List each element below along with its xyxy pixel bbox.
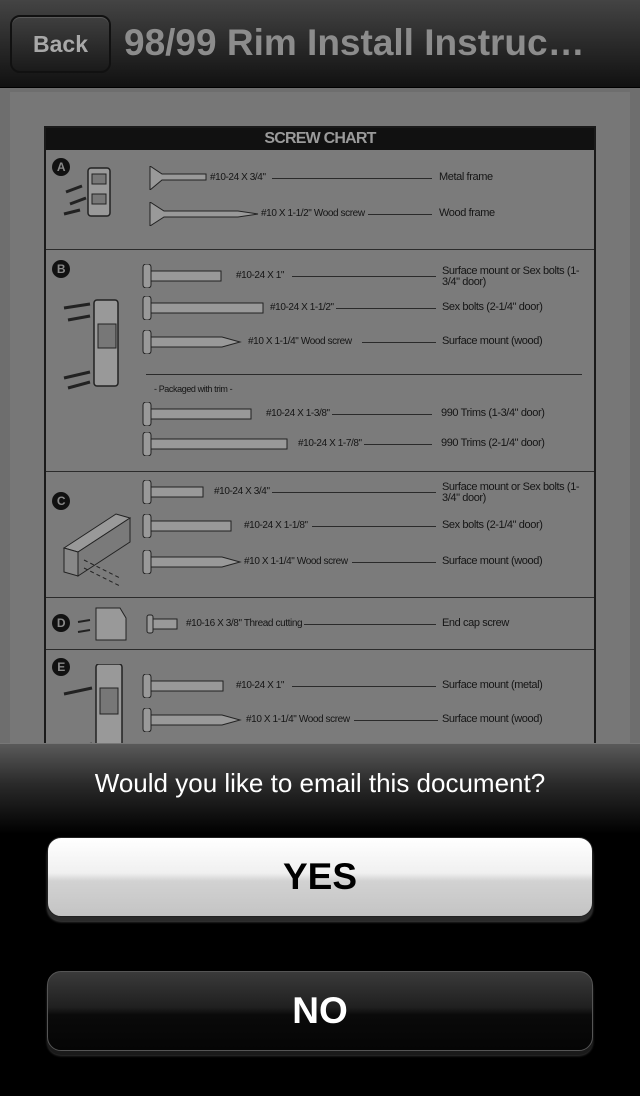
screw-size-label: #10-24 X 3/4" <box>210 172 266 183</box>
screw-use-label: Surface mount (wood) <box>442 713 543 725</box>
action-sheet-title: Would you like to email this document? <box>94 768 546 798</box>
screw-use-label: Surface mount (wood) <box>442 555 543 567</box>
document-page <box>10 92 630 744</box>
screw-use-label: Surface mount (metal) <box>442 679 543 691</box>
screw-row <box>46 264 594 290</box>
screw-use-label: Wood frame <box>439 207 495 219</box>
screw-size-label: #10 X 1-1/4" Wood screw <box>248 336 352 347</box>
screw-chart <box>44 126 596 744</box>
screw-size-label: #10-24 X 1" <box>236 680 285 691</box>
screw-row <box>46 674 594 700</box>
screw-size-label: #10-16 X 3/8" Thread cutting <box>186 618 303 629</box>
leader-line <box>336 308 436 309</box>
screw-row <box>46 550 594 576</box>
leader-line <box>292 686 436 687</box>
screw-use-label: 990 Trims (2-1/4" door) <box>441 437 545 449</box>
packaged-with-trim-note: - Packaged with trim - <box>154 384 233 394</box>
screw-size-label: #10-24 X 1" <box>236 270 285 281</box>
leader-line <box>368 214 432 215</box>
screw-row <box>46 480 594 506</box>
section-c <box>46 472 594 598</box>
screw-size-label: #10 X 1-1/2" Wood screw <box>261 208 365 219</box>
screw-size-label: #10-24 X 1-1/8" <box>244 520 308 531</box>
section-letter: E <box>52 658 70 676</box>
thread-cutting-screw-icon <box>146 612 180 636</box>
back-button[interactable]: Back <box>10 15 111 73</box>
wood-screw-icon <box>142 550 242 574</box>
section-divider <box>146 374 582 375</box>
screw-row <box>46 296 594 322</box>
screw-row <box>46 202 594 228</box>
screw-row <box>46 432 594 458</box>
leader-line <box>354 720 438 721</box>
screw-size-label: #10 X 1-1/4" Wood screw <box>244 556 348 567</box>
leader-line <box>292 276 436 277</box>
screw-size-label: #10-24 X 3/4" <box>214 486 270 497</box>
leader-line <box>312 526 436 527</box>
screw-use-label: Sex bolts (2-1/4" door) <box>442 301 543 313</box>
screw-use-label: 990 Trims (1-3/4" door) <box>441 407 545 419</box>
leader-line <box>272 492 436 493</box>
screw-row <box>46 166 594 192</box>
section-letter: C <box>52 492 70 510</box>
wood-screw-icon <box>142 330 242 354</box>
wood-screw-icon <box>142 708 242 732</box>
screw-use-label: Surface mount or Sex bolts (1-3/4" door) <box>442 481 580 504</box>
section-e <box>46 650 594 744</box>
screw-size-label: #10-24 X 1-7/8" <box>298 438 362 449</box>
section-letter: A <box>52 158 70 176</box>
navigation-bar <box>0 0 640 88</box>
leader-line <box>272 178 432 179</box>
machine-screw-icon <box>142 432 290 456</box>
leader-line <box>364 444 432 445</box>
screw-row <box>46 708 594 734</box>
screw-use-label: End cap screw <box>442 617 509 629</box>
leader-line <box>352 562 436 563</box>
screw-use-label: Sex bolts (2-1/4" door) <box>442 519 543 531</box>
screw-use-label: Surface mount (wood) <box>442 335 543 347</box>
machine-screw-icon <box>142 514 234 538</box>
machine-screw-icon <box>142 264 224 288</box>
section-b <box>46 250 594 472</box>
machine-screw-icon <box>142 402 254 426</box>
screw-use-label: Surface mount or Sex bolts (1-3/4" door) <box>442 265 580 288</box>
leader-line <box>304 624 436 625</box>
screw-chart-title: SCREW CHART <box>46 128 594 150</box>
screw-row <box>46 514 594 540</box>
page-title: 98/99 Rim Install Instruc… <box>124 22 585 63</box>
machine-screw-icon <box>142 296 266 320</box>
screw-row <box>46 612 594 638</box>
section-letter: B <box>52 260 70 278</box>
machine-screw-icon <box>142 480 206 504</box>
section-d <box>46 598 594 650</box>
screw-size-label: #10-24 X 1-1/2" <box>270 302 334 313</box>
no-button[interactable]: NO <box>47 971 593 1051</box>
screw-size-label: #10-24 X 1-3/8" <box>266 408 330 419</box>
section-letter: D <box>52 614 70 632</box>
wood-screw-icon <box>148 202 260 226</box>
leader-line <box>332 414 432 415</box>
screw-use-label: Metal frame <box>439 171 493 183</box>
document-viewer[interactable] <box>0 88 640 744</box>
machine-screw-icon <box>148 166 208 190</box>
machine-screw-icon <box>142 674 226 698</box>
screw-size-label: #10 X 1-1/4" Wood screw <box>246 714 350 725</box>
leader-line <box>362 342 436 343</box>
yes-button[interactable]: YES <box>47 837 593 917</box>
email-action-sheet <box>0 743 640 1096</box>
screw-row <box>46 330 594 356</box>
section-a <box>46 150 594 250</box>
screw-row <box>46 402 594 428</box>
